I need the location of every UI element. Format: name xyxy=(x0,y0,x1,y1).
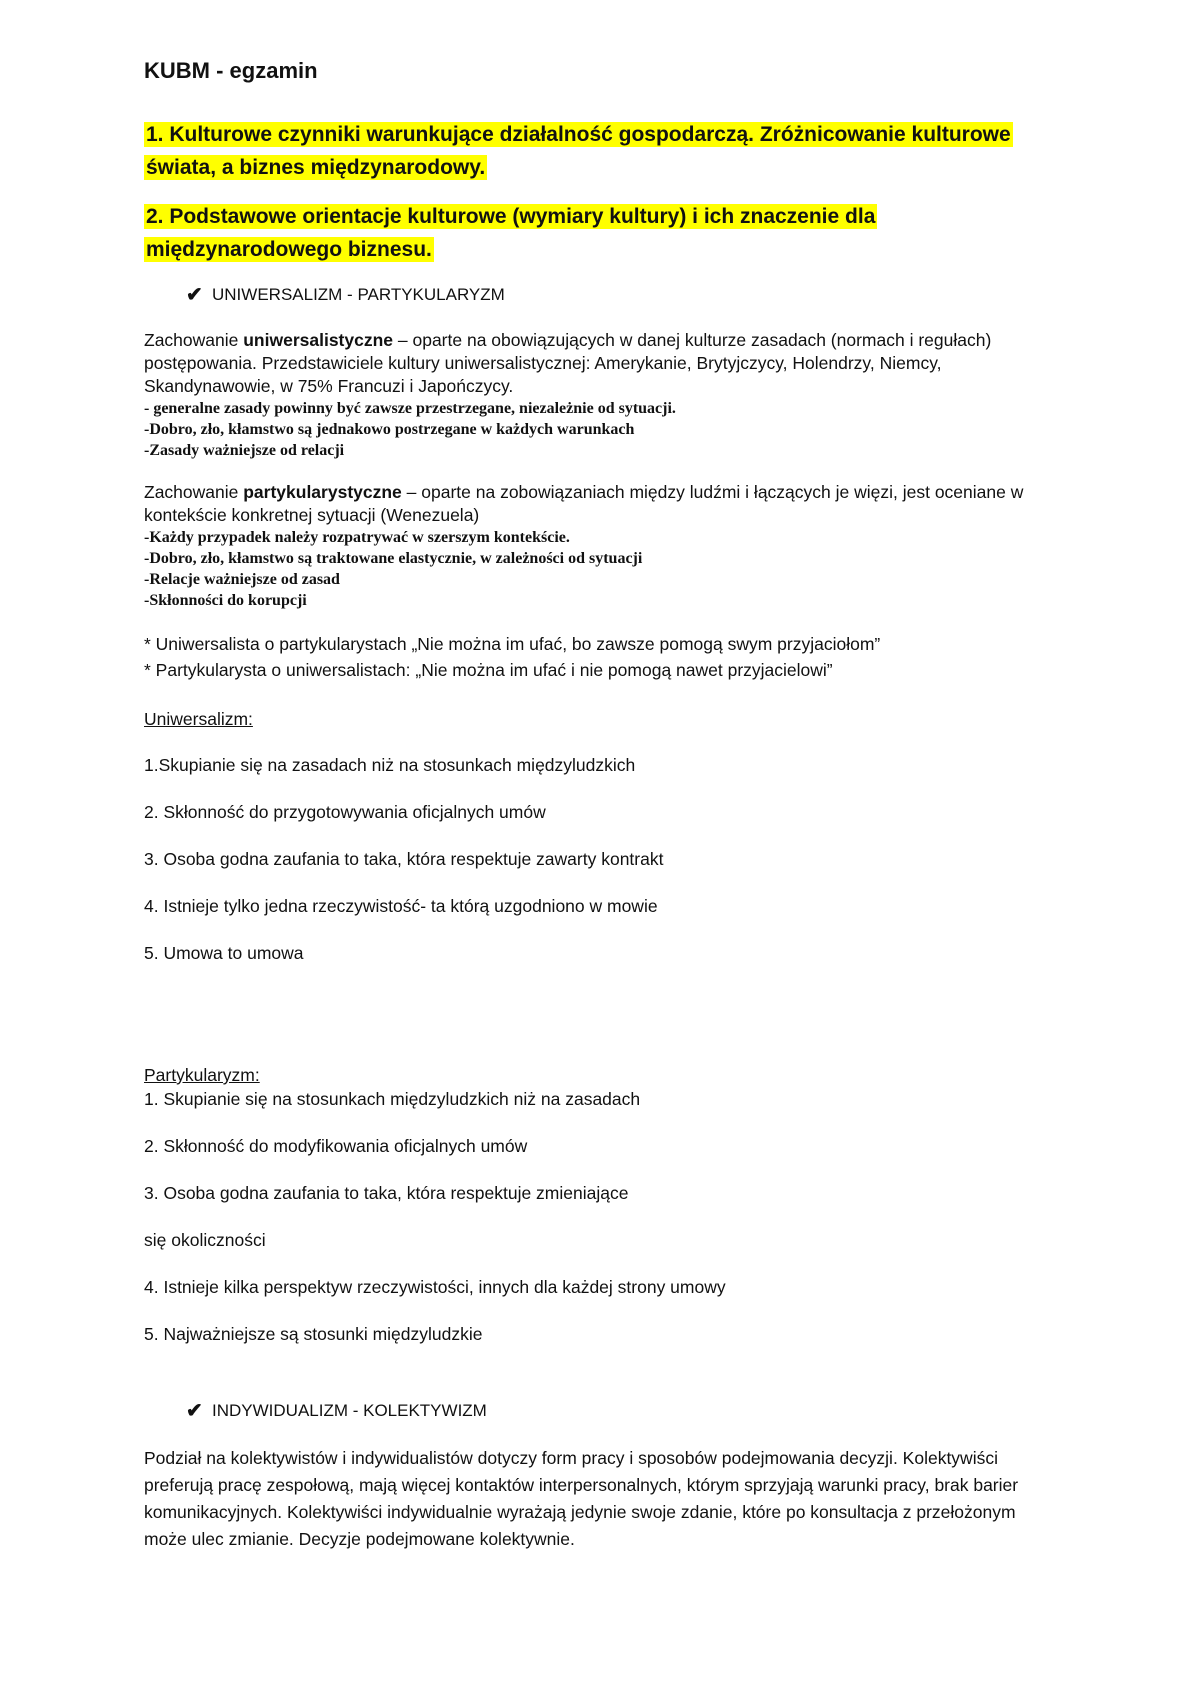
list-item: 4. Istnieje tylko jedna rzeczywistość- ta którą uzgodniono w mowie xyxy=(144,896,658,916)
particularism-subtitle: Partykularyzm: xyxy=(144,1065,260,1085)
text-run: – oparte na zobowiązaniach między ludźmi i łączących je więzi, jest oceniane w kontekście konkretnej sytuacji (Wenezuela) xyxy=(144,482,1024,525)
list-item: 3. Osoba godna zaufania to taka, która respektuje zawarty kontrakt xyxy=(144,849,664,869)
universalism-paragraph xyxy=(144,329,1044,398)
checkmark-icon: ✔ xyxy=(186,1400,203,1422)
individualism-paragraph: Podział na kolektywistów i indywidualistów dotyczy form pracy i sposobów podejmowania decyzji. Kolektywiści preferują pracę zespołową, mają więcej kontaktów interpersonalnych, którym sprzyjają warunki pracy, brak barier komunikacyjnych. Kolektywiści indywidualnie wyrażają jedynie swoje zdanie, które po konsultacja z przełożonym może ulec zmianie. Decyzje podejmowane kolektywnie. xyxy=(144,1448,1019,1549)
section-heading-text: UNIWERSALIZM - PARTYKULARYZM xyxy=(212,284,505,304)
bold-term: uniwersalistyczne xyxy=(243,330,394,350)
quote-line: * Partykularysta o uniwersalistach: „Nie można im ufać i nie pomogą nawet przyjacielowi” xyxy=(144,660,833,680)
section-heading-individualism xyxy=(186,1398,1044,1423)
universalism-subtitle: Uniwersalizm: xyxy=(144,709,253,729)
bullet-line: -Relacje ważniejsze od zasad xyxy=(144,571,340,588)
document-content xyxy=(144,58,1044,1553)
list-item: 1.Skupianie się na zasadach niż na stosunkach międzyludzkich xyxy=(144,755,636,775)
bullet-line: -Dobro, zło, kłamstwo są jednakowo postrzegane w każdych warunkach xyxy=(144,421,635,438)
quotes xyxy=(144,631,1044,683)
highlighted-heading-1 xyxy=(144,118,1044,184)
checkmark-icon: ✔ xyxy=(186,284,203,306)
list-item: 4. Istnieje kilka perspektyw rzeczywistości, innych dla każdej strony umowy xyxy=(144,1277,726,1297)
list-item: 2. Skłonność do przygotowywania oficjalnych umów xyxy=(144,802,546,822)
section-heading-text: INDYWIDUALIZM - KOLEKTYWIZM xyxy=(212,1400,487,1420)
bullet-line: -Każdy przypadek należy rozpatrywać w szerszym kontekście. xyxy=(144,529,570,546)
highlighted-heading-2 xyxy=(144,200,1044,266)
quote-line: * Uniwersalista o partykularystach „Nie można im ufać, bo zawsze pomogą swym przyjaciołom” xyxy=(144,634,881,654)
list-item: 2. Skłonność do modyfikowania oficjalnych umów xyxy=(144,1136,528,1156)
bullet-line: - generalne zasady powinny być zawsze przestrzegane, niezależnie od sytuacji. xyxy=(144,400,676,417)
text-run: Zachowanie xyxy=(144,482,244,502)
list-item: 3. Osoba godna zaufania to taka, która respektuje zmieniające xyxy=(144,1183,629,1203)
text-run: Zachowanie xyxy=(144,330,244,350)
list-item: 5. Umowa to umowa xyxy=(144,943,304,963)
bullet-line: -Zasady ważniejsze od relacji xyxy=(144,442,345,459)
list-item: się okoliczności xyxy=(144,1230,266,1250)
list-item: 5. Najważniejsze są stosunki międzyludzkie xyxy=(144,1324,483,1344)
bold-term: partykularystyczne xyxy=(243,482,402,502)
document-title: KUBM - egzamin xyxy=(144,58,318,83)
particularism-paragraph xyxy=(144,481,1044,527)
universalism-definition xyxy=(144,329,1044,461)
section-heading-universalism xyxy=(186,282,1044,307)
bullet-line: -Skłonności do korupcji xyxy=(144,592,307,609)
list-item: 1. Skupianie się na stosunkach międzyludzkich niż na zasadach xyxy=(144,1089,641,1109)
particularism-definition xyxy=(144,481,1044,611)
bullet-line: -Dobro, zło, kłamstwo są traktowane elastycznie, w zależności od sytuacji xyxy=(144,550,643,567)
text-run: – oparte na obowiązujących w danej kulturze zasadach (normach i regułach) postępowania. Przedstawiciele kultury uniwersalistycznej: Amerykanie, Brytyjczycy, Holendrzy, Niemcy, Skandynawowie, w 75% Francuzi i Japończycy. xyxy=(144,330,992,396)
heading-2-text: 2. Podstawowe orientacje kulturowe (wymiary kultury) i ich znaczenie dla międzynarodowego biznesu. xyxy=(146,205,876,261)
heading-1-text: 1. Kulturowe czynniki warunkujące działalność gospodarczą. Zróżnicowanie kulturowe świata, a biznes międzynarodowy. xyxy=(146,123,1011,179)
